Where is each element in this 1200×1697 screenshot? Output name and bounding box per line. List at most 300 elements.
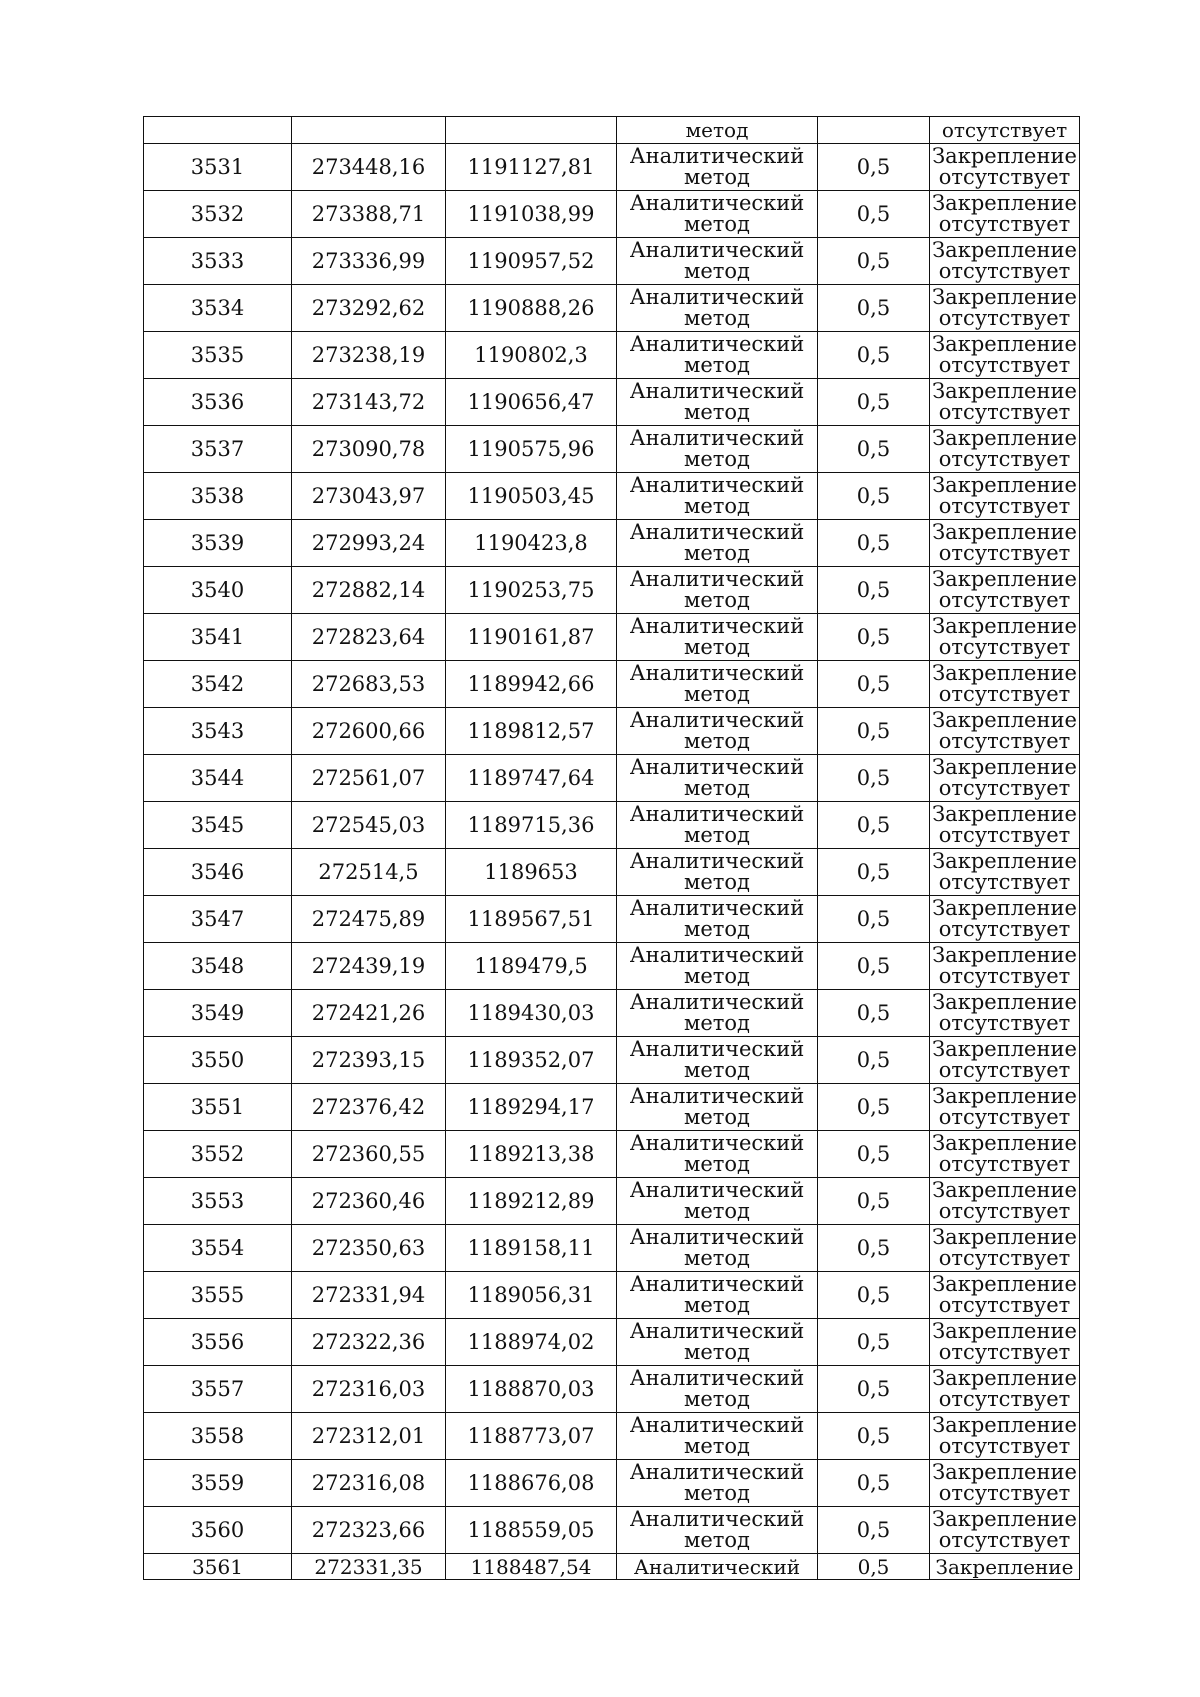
cell-x: 272823,64 bbox=[292, 614, 446, 661]
cell-y: 1190957,52 bbox=[446, 238, 617, 285]
cell-method bbox=[617, 1225, 818, 1272]
fixing-line2: отсутствует bbox=[938, 729, 1071, 753]
cell-accuracy: 0,5 bbox=[818, 755, 930, 802]
cell-number: 3544 bbox=[144, 755, 292, 802]
cell-x: 272439,19 bbox=[292, 943, 446, 990]
cell-y: 1190802,3 bbox=[446, 332, 617, 379]
cell-accuracy: 0,5 bbox=[818, 614, 930, 661]
table-row bbox=[144, 990, 1080, 1037]
fixing-line1: Закрепление bbox=[932, 614, 1077, 638]
cell-x: 272475,89 bbox=[292, 896, 446, 943]
cell-method bbox=[617, 1460, 818, 1507]
fixing-line1: Закрепление bbox=[932, 332, 1077, 356]
fixing-line2: отсутствует bbox=[938, 1528, 1071, 1552]
table-row bbox=[144, 426, 1080, 473]
method-line1: Аналитический bbox=[629, 1037, 805, 1061]
fixing-line2: отсутствует bbox=[938, 447, 1071, 471]
cell-fixing bbox=[930, 1413, 1080, 1460]
cell-x: 273336,99 bbox=[292, 238, 446, 285]
cell-y: 1189942,66 bbox=[446, 661, 617, 708]
method-line1: Аналитический bbox=[629, 332, 805, 356]
method-line1: Аналитический bbox=[629, 238, 805, 262]
method-line1: Аналитический bbox=[629, 708, 805, 732]
cell-y: 1190575,96 bbox=[446, 426, 617, 473]
cell-method bbox=[617, 943, 818, 990]
cell-y: 1189479,5 bbox=[446, 943, 617, 990]
cell-y: 1190503,45 bbox=[446, 473, 617, 520]
fixing-line2: отсутствует bbox=[938, 1105, 1071, 1129]
table-row bbox=[144, 614, 1080, 661]
method-line2: метод bbox=[684, 776, 750, 800]
cell-y: 1190888,26 bbox=[446, 285, 617, 332]
cell-method bbox=[617, 473, 818, 520]
cell-y: 1188487,54 bbox=[446, 1554, 617, 1580]
cell-x: 272683,53 bbox=[292, 661, 446, 708]
table-row bbox=[144, 1037, 1080, 1084]
cell-y: 1188676,08 bbox=[446, 1460, 617, 1507]
cell-accuracy: 0,5 bbox=[818, 1084, 930, 1131]
cell-accuracy: 0,5 bbox=[818, 426, 930, 473]
method-line2: метод bbox=[684, 1528, 750, 1552]
cell-x: 272360,46 bbox=[292, 1178, 446, 1225]
cell-fixing: Закрепление bbox=[930, 1554, 1080, 1580]
fixing-line1: Закрепление bbox=[932, 520, 1077, 544]
cell-accuracy: 0,5 bbox=[818, 285, 930, 332]
method-line1: Аналитический bbox=[629, 144, 805, 168]
fixing-line1: Закрепление bbox=[932, 1037, 1077, 1061]
cell-number: 3543 bbox=[144, 708, 292, 755]
cell-fixing bbox=[930, 849, 1080, 896]
fixing-line1: Закрепление bbox=[932, 567, 1077, 591]
method-line2: метод bbox=[684, 870, 750, 894]
cell-method bbox=[617, 1272, 818, 1319]
table-row bbox=[144, 1272, 1080, 1319]
cell-x: 272323,66 bbox=[292, 1507, 446, 1554]
cell-number: 3532 bbox=[144, 191, 292, 238]
cell-method bbox=[617, 661, 818, 708]
method-line2: метод bbox=[684, 353, 750, 377]
cell-fixing bbox=[930, 1084, 1080, 1131]
method-line2: метод bbox=[684, 1293, 750, 1317]
method-line2: метод bbox=[684, 212, 750, 236]
cell-fixing bbox=[930, 191, 1080, 238]
method-line1: Аналитический bbox=[629, 802, 805, 826]
cell-fixing bbox=[930, 661, 1080, 708]
table-row bbox=[144, 802, 1080, 849]
table-body bbox=[144, 117, 1080, 1580]
fixing-line1: Закрепление bbox=[932, 990, 1077, 1014]
cell-y: 1188559,05 bbox=[446, 1507, 617, 1554]
cell-accuracy: 0,5 bbox=[818, 1225, 930, 1272]
method-line1: Аналитический bbox=[629, 990, 805, 1014]
fixing-line1: Закрепление bbox=[932, 473, 1077, 497]
coordinates-table bbox=[143, 116, 1080, 1580]
method-line2: метод bbox=[684, 447, 750, 471]
table-row bbox=[144, 1178, 1080, 1225]
cell-method bbox=[617, 849, 818, 896]
cell-fixing bbox=[930, 1319, 1080, 1366]
table-row bbox=[144, 896, 1080, 943]
fixing-line1: Закрепление bbox=[932, 379, 1077, 403]
cell-method bbox=[617, 708, 818, 755]
fixing-line2: отсутствует bbox=[938, 541, 1071, 565]
cell-x: 273143,72 bbox=[292, 379, 446, 426]
cell-fixing bbox=[930, 614, 1080, 661]
cell-number: 3545 bbox=[144, 802, 292, 849]
cell-accuracy: 0,5 bbox=[818, 943, 930, 990]
method-line2: метод bbox=[684, 1058, 750, 1082]
cell-y: 1188773,07 bbox=[446, 1413, 617, 1460]
cell-number: 3534 bbox=[144, 285, 292, 332]
method-line1: Аналитический bbox=[629, 1131, 805, 1155]
cell-x: 272882,14 bbox=[292, 567, 446, 614]
method-line1: Аналитический bbox=[629, 1507, 805, 1531]
cell-y: 1189812,57 bbox=[446, 708, 617, 755]
table-row bbox=[144, 1366, 1080, 1413]
table-row bbox=[144, 661, 1080, 708]
method-line2: метод bbox=[684, 588, 750, 612]
cell-method bbox=[617, 614, 818, 661]
method-line2: метод bbox=[684, 1199, 750, 1223]
cell-y: 1189158,11 bbox=[446, 1225, 617, 1272]
cell-accuracy: 0,5 bbox=[818, 1319, 930, 1366]
method-line1: Аналитический bbox=[629, 1413, 805, 1437]
method-line1: Аналитический bbox=[629, 943, 805, 967]
cell-accuracy: 0,5 bbox=[818, 1413, 930, 1460]
cell-fixing bbox=[930, 802, 1080, 849]
cell-fixing bbox=[930, 708, 1080, 755]
cell-method bbox=[617, 1413, 818, 1460]
cell-accuracy: 0,5 bbox=[818, 1554, 930, 1580]
method-line2: метод bbox=[684, 1340, 750, 1364]
table-row bbox=[144, 191, 1080, 238]
cell-fixing bbox=[930, 1037, 1080, 1084]
table-row bbox=[144, 473, 1080, 520]
fixing-line2: отсутствует bbox=[938, 1340, 1071, 1364]
fixing-line1: Закрепление bbox=[932, 238, 1077, 262]
cell-method: метод bbox=[617, 117, 818, 144]
cell-method bbox=[617, 285, 818, 332]
cell-number: 3554 bbox=[144, 1225, 292, 1272]
method-line1: Аналитический bbox=[629, 1319, 805, 1343]
fixing-line1: Закрепление bbox=[932, 1319, 1077, 1343]
cell-number: 3553 bbox=[144, 1178, 292, 1225]
method-line1: Аналитический bbox=[629, 379, 805, 403]
fixing-line1: Закрепление bbox=[932, 285, 1077, 309]
cell-number: 3550 bbox=[144, 1037, 292, 1084]
method-line2: метод bbox=[684, 964, 750, 988]
cell-fixing bbox=[930, 896, 1080, 943]
cell-number: 3552 bbox=[144, 1131, 292, 1178]
cell-fixing bbox=[930, 473, 1080, 520]
cell-x: 272312,01 bbox=[292, 1413, 446, 1460]
cell-x: 272322,36 bbox=[292, 1319, 446, 1366]
cell-accuracy: 0,5 bbox=[818, 1366, 930, 1413]
fixing-line1: Закрепление bbox=[932, 661, 1077, 685]
fixing-line1: Закрепление bbox=[932, 144, 1077, 168]
cell-x: 272350,63 bbox=[292, 1225, 446, 1272]
cell-number: 3551 bbox=[144, 1084, 292, 1131]
fixing-line2: отсутствует bbox=[938, 212, 1071, 236]
cell-fixing bbox=[930, 567, 1080, 614]
method-line1: Аналитический bbox=[629, 1084, 805, 1108]
method-line2: метод bbox=[684, 1434, 750, 1458]
cell-y: 1189747,64 bbox=[446, 755, 617, 802]
fixing-line1: Закрепление bbox=[932, 1084, 1077, 1108]
cell-y: 1189352,07 bbox=[446, 1037, 617, 1084]
cell-method bbox=[617, 238, 818, 285]
cell-accuracy: 0,5 bbox=[818, 1272, 930, 1319]
cell-fixing bbox=[930, 426, 1080, 473]
method-line2: метод bbox=[684, 823, 750, 847]
cell-accuracy: 0,5 bbox=[818, 1131, 930, 1178]
fixing-line2: отсутствует bbox=[938, 306, 1071, 330]
cell-y: 1189212,89 bbox=[446, 1178, 617, 1225]
cell-number: 3559 bbox=[144, 1460, 292, 1507]
cell-accuracy: 0,5 bbox=[818, 1037, 930, 1084]
cell-accuracy: 0,5 bbox=[818, 708, 930, 755]
cell-number: 3561 bbox=[144, 1554, 292, 1580]
fixing-line2: отсутствует bbox=[938, 964, 1071, 988]
fixing-line1: Закрепление bbox=[932, 1225, 1077, 1249]
cell-number: 3541 bbox=[144, 614, 292, 661]
fixing-line2: отсутствует bbox=[938, 1058, 1071, 1082]
method-line2: метод bbox=[684, 1152, 750, 1176]
fixing-line2: отсутствует bbox=[938, 1011, 1071, 1035]
cell-number: 3556 bbox=[144, 1319, 292, 1366]
method-line1: Аналитический bbox=[629, 1460, 805, 1484]
cell-x: 272316,08 bbox=[292, 1460, 446, 1507]
cell-number: 3549 bbox=[144, 990, 292, 1037]
cell-number: 3531 bbox=[144, 144, 292, 191]
cell-number: 3560 bbox=[144, 1507, 292, 1554]
fixing-line2: отсутствует bbox=[938, 588, 1071, 612]
cell-fixing bbox=[930, 1272, 1080, 1319]
cell-number: 3536 bbox=[144, 379, 292, 426]
cell-accuracy: 0,5 bbox=[818, 896, 930, 943]
cell-y: 1189213,38 bbox=[446, 1131, 617, 1178]
cell-number: 3542 bbox=[144, 661, 292, 708]
table-row bbox=[144, 1507, 1080, 1554]
fixing-line2: отсутствует bbox=[938, 353, 1071, 377]
fixing-line2: отсутствует bbox=[938, 1293, 1071, 1317]
cell-x: 272331,35 bbox=[292, 1554, 446, 1580]
cell-method bbox=[617, 1366, 818, 1413]
cell-y: 1190423,8 bbox=[446, 520, 617, 567]
method-line2: метод bbox=[684, 917, 750, 941]
cell-accuracy: 0,5 bbox=[818, 849, 930, 896]
cell-y: 1189430,03 bbox=[446, 990, 617, 1037]
cell-method bbox=[617, 896, 818, 943]
cell-accuracy: 0,5 bbox=[818, 990, 930, 1037]
table-row bbox=[144, 567, 1080, 614]
fixing-line2: отсутствует bbox=[938, 494, 1071, 518]
cell-number: 3558 bbox=[144, 1413, 292, 1460]
cell-x: 272561,07 bbox=[292, 755, 446, 802]
cell-method bbox=[617, 990, 818, 1037]
cell-x: 272360,55 bbox=[292, 1131, 446, 1178]
cell-method bbox=[617, 1178, 818, 1225]
cell-number: 3540 bbox=[144, 567, 292, 614]
method-line1: Аналитический bbox=[629, 473, 805, 497]
method-line1: Аналитический bbox=[629, 614, 805, 638]
cell-x: 272316,03 bbox=[292, 1366, 446, 1413]
table-row bbox=[144, 1413, 1080, 1460]
fixing-line1: Закрепление bbox=[932, 1366, 1077, 1390]
cell-y: 1189567,51 bbox=[446, 896, 617, 943]
cell-x: 273238,19 bbox=[292, 332, 446, 379]
table-row bbox=[144, 849, 1080, 896]
method-line1: Аналитический bbox=[629, 755, 805, 779]
method-line1: Аналитический bbox=[629, 520, 805, 544]
fixing-line2: отсутствует bbox=[938, 165, 1071, 189]
cell-fixing bbox=[930, 1460, 1080, 1507]
cell-fixing bbox=[930, 285, 1080, 332]
method-line2: метод bbox=[684, 1011, 750, 1035]
cell-number: 3555 bbox=[144, 1272, 292, 1319]
method-line2: метод bbox=[684, 729, 750, 753]
fixing-line2: отсутствует bbox=[938, 870, 1071, 894]
table-row bbox=[144, 520, 1080, 567]
cell-number: 3539 bbox=[144, 520, 292, 567]
cell-fixing: отсутствует bbox=[930, 117, 1080, 144]
cell-y: 1189294,17 bbox=[446, 1084, 617, 1131]
fixing-line2: отсутствует bbox=[938, 1199, 1071, 1223]
method-line1: Аналитический bbox=[629, 661, 805, 685]
fixing-line2: отсутствует bbox=[938, 400, 1071, 424]
cell-y: 1190253,75 bbox=[446, 567, 617, 614]
method-line1: Аналитический bbox=[629, 896, 805, 920]
method-line2: метод bbox=[684, 400, 750, 424]
cell-method bbox=[617, 1131, 818, 1178]
table-row bbox=[144, 1319, 1080, 1366]
cell-accuracy bbox=[818, 117, 930, 144]
cell-accuracy: 0,5 bbox=[818, 520, 930, 567]
fixing-line2: отсутствует bbox=[938, 1246, 1071, 1270]
cell-accuracy: 0,5 bbox=[818, 1507, 930, 1554]
cell-fixing bbox=[930, 238, 1080, 285]
fixing-line2: отсутствует bbox=[938, 823, 1071, 847]
cell-method bbox=[617, 191, 818, 238]
table-row bbox=[144, 1131, 1080, 1178]
cell-method bbox=[617, 426, 818, 473]
continuation-row bbox=[144, 117, 1080, 144]
fixing-line1: Закрепление bbox=[932, 755, 1077, 779]
fixing-line2: отсутствует bbox=[938, 682, 1071, 706]
table-row bbox=[144, 708, 1080, 755]
cell-fixing bbox=[930, 1225, 1080, 1272]
method-line1: Аналитический bbox=[629, 426, 805, 450]
table-row bbox=[144, 1084, 1080, 1131]
cell-number: 3535 bbox=[144, 332, 292, 379]
fixing-line2: отсутствует bbox=[938, 635, 1071, 659]
cell-fixing bbox=[930, 332, 1080, 379]
cell-x: 272421,26 bbox=[292, 990, 446, 1037]
fixing-line2: отсутствует bbox=[938, 1481, 1071, 1505]
table-row bbox=[144, 943, 1080, 990]
fixing-line2: отсутствует bbox=[938, 776, 1071, 800]
table-row-last bbox=[144, 1554, 1080, 1580]
method-line1: Аналитический bbox=[629, 1178, 805, 1202]
cell-fixing bbox=[930, 990, 1080, 1037]
table-row bbox=[144, 1460, 1080, 1507]
cell-method bbox=[617, 567, 818, 614]
fixing-line1: Закрепление bbox=[932, 426, 1077, 450]
cell-method bbox=[617, 802, 818, 849]
cell-accuracy: 0,5 bbox=[818, 802, 930, 849]
cell-x: 272376,42 bbox=[292, 1084, 446, 1131]
cell-number: 3548 bbox=[144, 943, 292, 990]
cell-number: 3538 bbox=[144, 473, 292, 520]
cell-x: 273292,62 bbox=[292, 285, 446, 332]
cell-y: 1190161,87 bbox=[446, 614, 617, 661]
fixing-line1: Закрепление bbox=[932, 1460, 1077, 1484]
cell-y: 1189715,36 bbox=[446, 802, 617, 849]
cell-accuracy: 0,5 bbox=[818, 661, 930, 708]
cell-accuracy: 0,5 bbox=[818, 332, 930, 379]
fixing-line2: отсутствует bbox=[938, 1434, 1071, 1458]
cell-x: 272514,5 bbox=[292, 849, 446, 896]
table-row bbox=[144, 285, 1080, 332]
fixing-line1: Закрепление bbox=[932, 1413, 1077, 1437]
method-line2: метод bbox=[684, 1246, 750, 1270]
cell-method bbox=[617, 379, 818, 426]
cell-accuracy: 0,5 bbox=[818, 567, 930, 614]
fixing-line2: отсутствует bbox=[938, 259, 1071, 283]
cell-method bbox=[617, 332, 818, 379]
cell-accuracy: 0,5 bbox=[818, 144, 930, 191]
cell-fixing bbox=[930, 144, 1080, 191]
cell-method bbox=[617, 755, 818, 802]
fixing-line2: отсутствует bbox=[938, 1152, 1071, 1176]
cell-y bbox=[446, 117, 617, 144]
method-line1: Аналитический bbox=[629, 849, 805, 873]
cell-accuracy: 0,5 bbox=[818, 473, 930, 520]
method-line2: метод bbox=[684, 494, 750, 518]
fixing-line1: Закрепление bbox=[932, 802, 1077, 826]
cell-x: 272393,15 bbox=[292, 1037, 446, 1084]
table-row bbox=[144, 379, 1080, 426]
cell-method bbox=[617, 1037, 818, 1084]
method-line1: Аналитический bbox=[629, 1225, 805, 1249]
cell-fixing bbox=[930, 520, 1080, 567]
cell-accuracy: 0,5 bbox=[818, 1178, 930, 1225]
method-line1: Аналитический bbox=[629, 1272, 805, 1296]
cell-y: 1188870,03 bbox=[446, 1366, 617, 1413]
cell-method: Аналитический bbox=[617, 1554, 818, 1580]
method-line2: метод bbox=[684, 541, 750, 565]
method-line2: метод bbox=[684, 1105, 750, 1129]
cell-number: 3557 bbox=[144, 1366, 292, 1413]
fixing-line1: Закрепление bbox=[932, 1131, 1077, 1155]
cell-accuracy: 0,5 bbox=[818, 379, 930, 426]
method-line1: Аналитический bbox=[629, 567, 805, 591]
method-line2: метод bbox=[684, 259, 750, 283]
table-row bbox=[144, 1225, 1080, 1272]
method-line2: метод bbox=[684, 1387, 750, 1411]
method-line2: метод bbox=[684, 1481, 750, 1505]
method-line2: метод bbox=[684, 306, 750, 330]
fixing-line1: Закрепление bbox=[932, 849, 1077, 873]
cell-fixing bbox=[930, 755, 1080, 802]
cell-x: 272600,66 bbox=[292, 708, 446, 755]
fixing-line1: Закрепление bbox=[932, 943, 1077, 967]
method-line1: Аналитический bbox=[629, 1366, 805, 1390]
cell-y: 1189056,31 bbox=[446, 1272, 617, 1319]
fixing-line1: Закрепление bbox=[932, 1507, 1077, 1531]
method-line1: Аналитический bbox=[629, 191, 805, 215]
cell-fixing bbox=[930, 1366, 1080, 1413]
